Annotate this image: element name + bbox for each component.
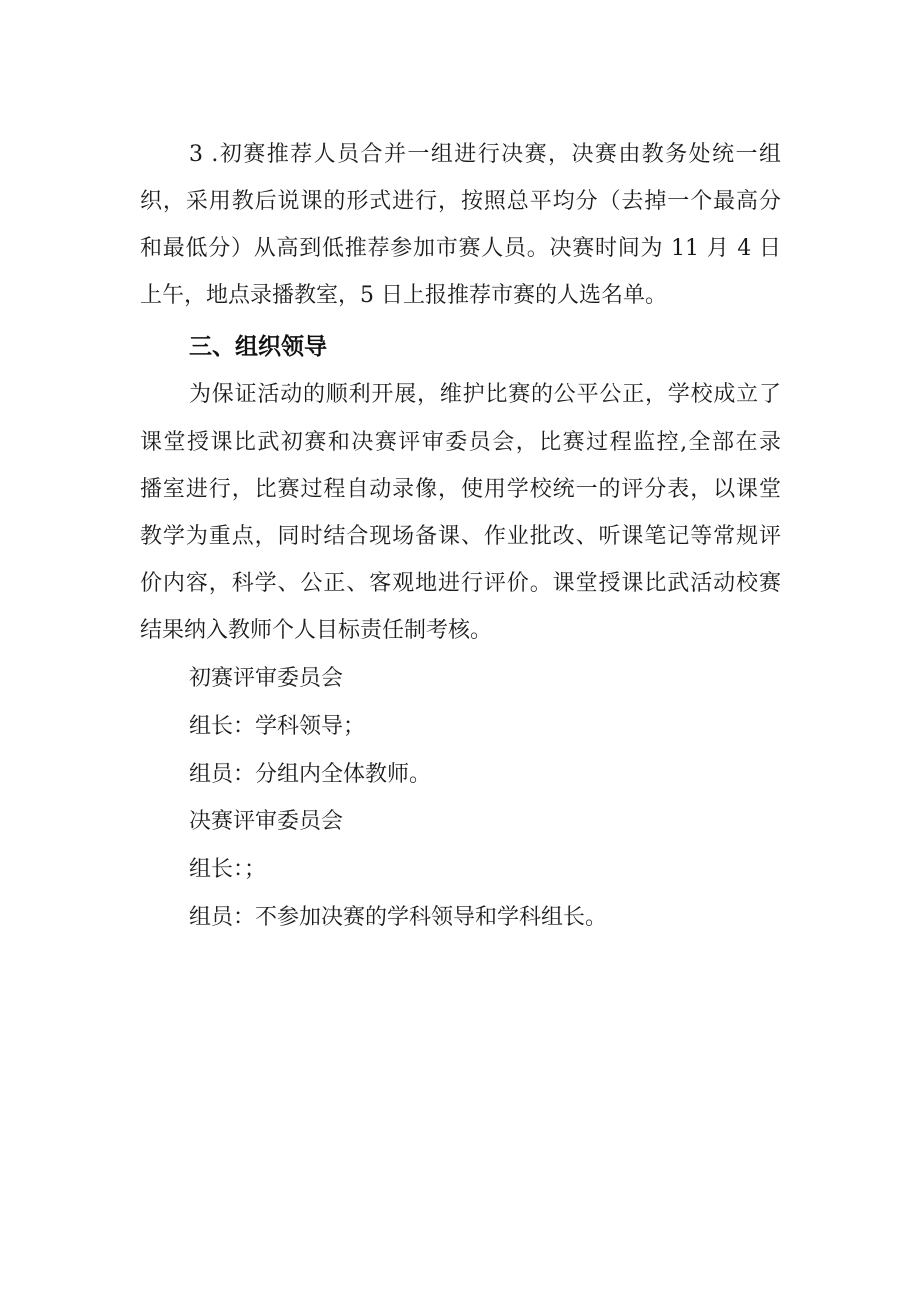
committee-title: 初赛评审委员会 xyxy=(189,666,344,691)
paragraph-line: 和最低分）从高到低推荐参加市赛人员。决赛时间为 11 月 4 日 xyxy=(140,236,781,261)
paragraph-line: 3 .初赛推荐人员合并一组进行决赛，决赛由教务处统一组 xyxy=(189,142,781,167)
paragraph-line: 结果纳入教师个人目标责任制考核。 xyxy=(140,618,493,643)
committee-title: 决赛评审委员会 xyxy=(189,809,344,834)
paragraph-line: 价内容，科学、公正、客观地进行评价。课堂授课比武活动校赛 xyxy=(140,571,781,596)
committee-leader: 组长：； xyxy=(189,857,267,882)
paragraph-line: 教学为重点，同时结合现场备课、作业批改、听课笔记等常规评 xyxy=(140,524,781,549)
committee-members: 组员：不参加决赛的学科领导和学科组长。 xyxy=(189,905,608,930)
paragraph-line: 为保证活动的顺利开展，维护比赛的公平公正，学校成立了 xyxy=(189,382,781,407)
section-heading: 三、组织领导 xyxy=(189,334,327,360)
paragraph-line: 播室进行，比赛过程自动录像，使用学校统一的评分表，以课堂 xyxy=(140,477,781,502)
committee-leader: 组长：学科领导； xyxy=(189,714,366,739)
paragraph-line: 织，采用教后说课的形式进行，按照总平均分（去掉一个最高分 xyxy=(140,189,781,214)
paragraph-line: 上午，地点录播教室，5 日上报推荐市赛的人选名单。 xyxy=(140,283,667,308)
committee-members: 组员：分组内全体教师。 xyxy=(189,762,432,787)
paragraph-line: 课堂授课比武初赛和决赛评审委员会，比赛过程监控,全部在录 xyxy=(140,430,781,455)
